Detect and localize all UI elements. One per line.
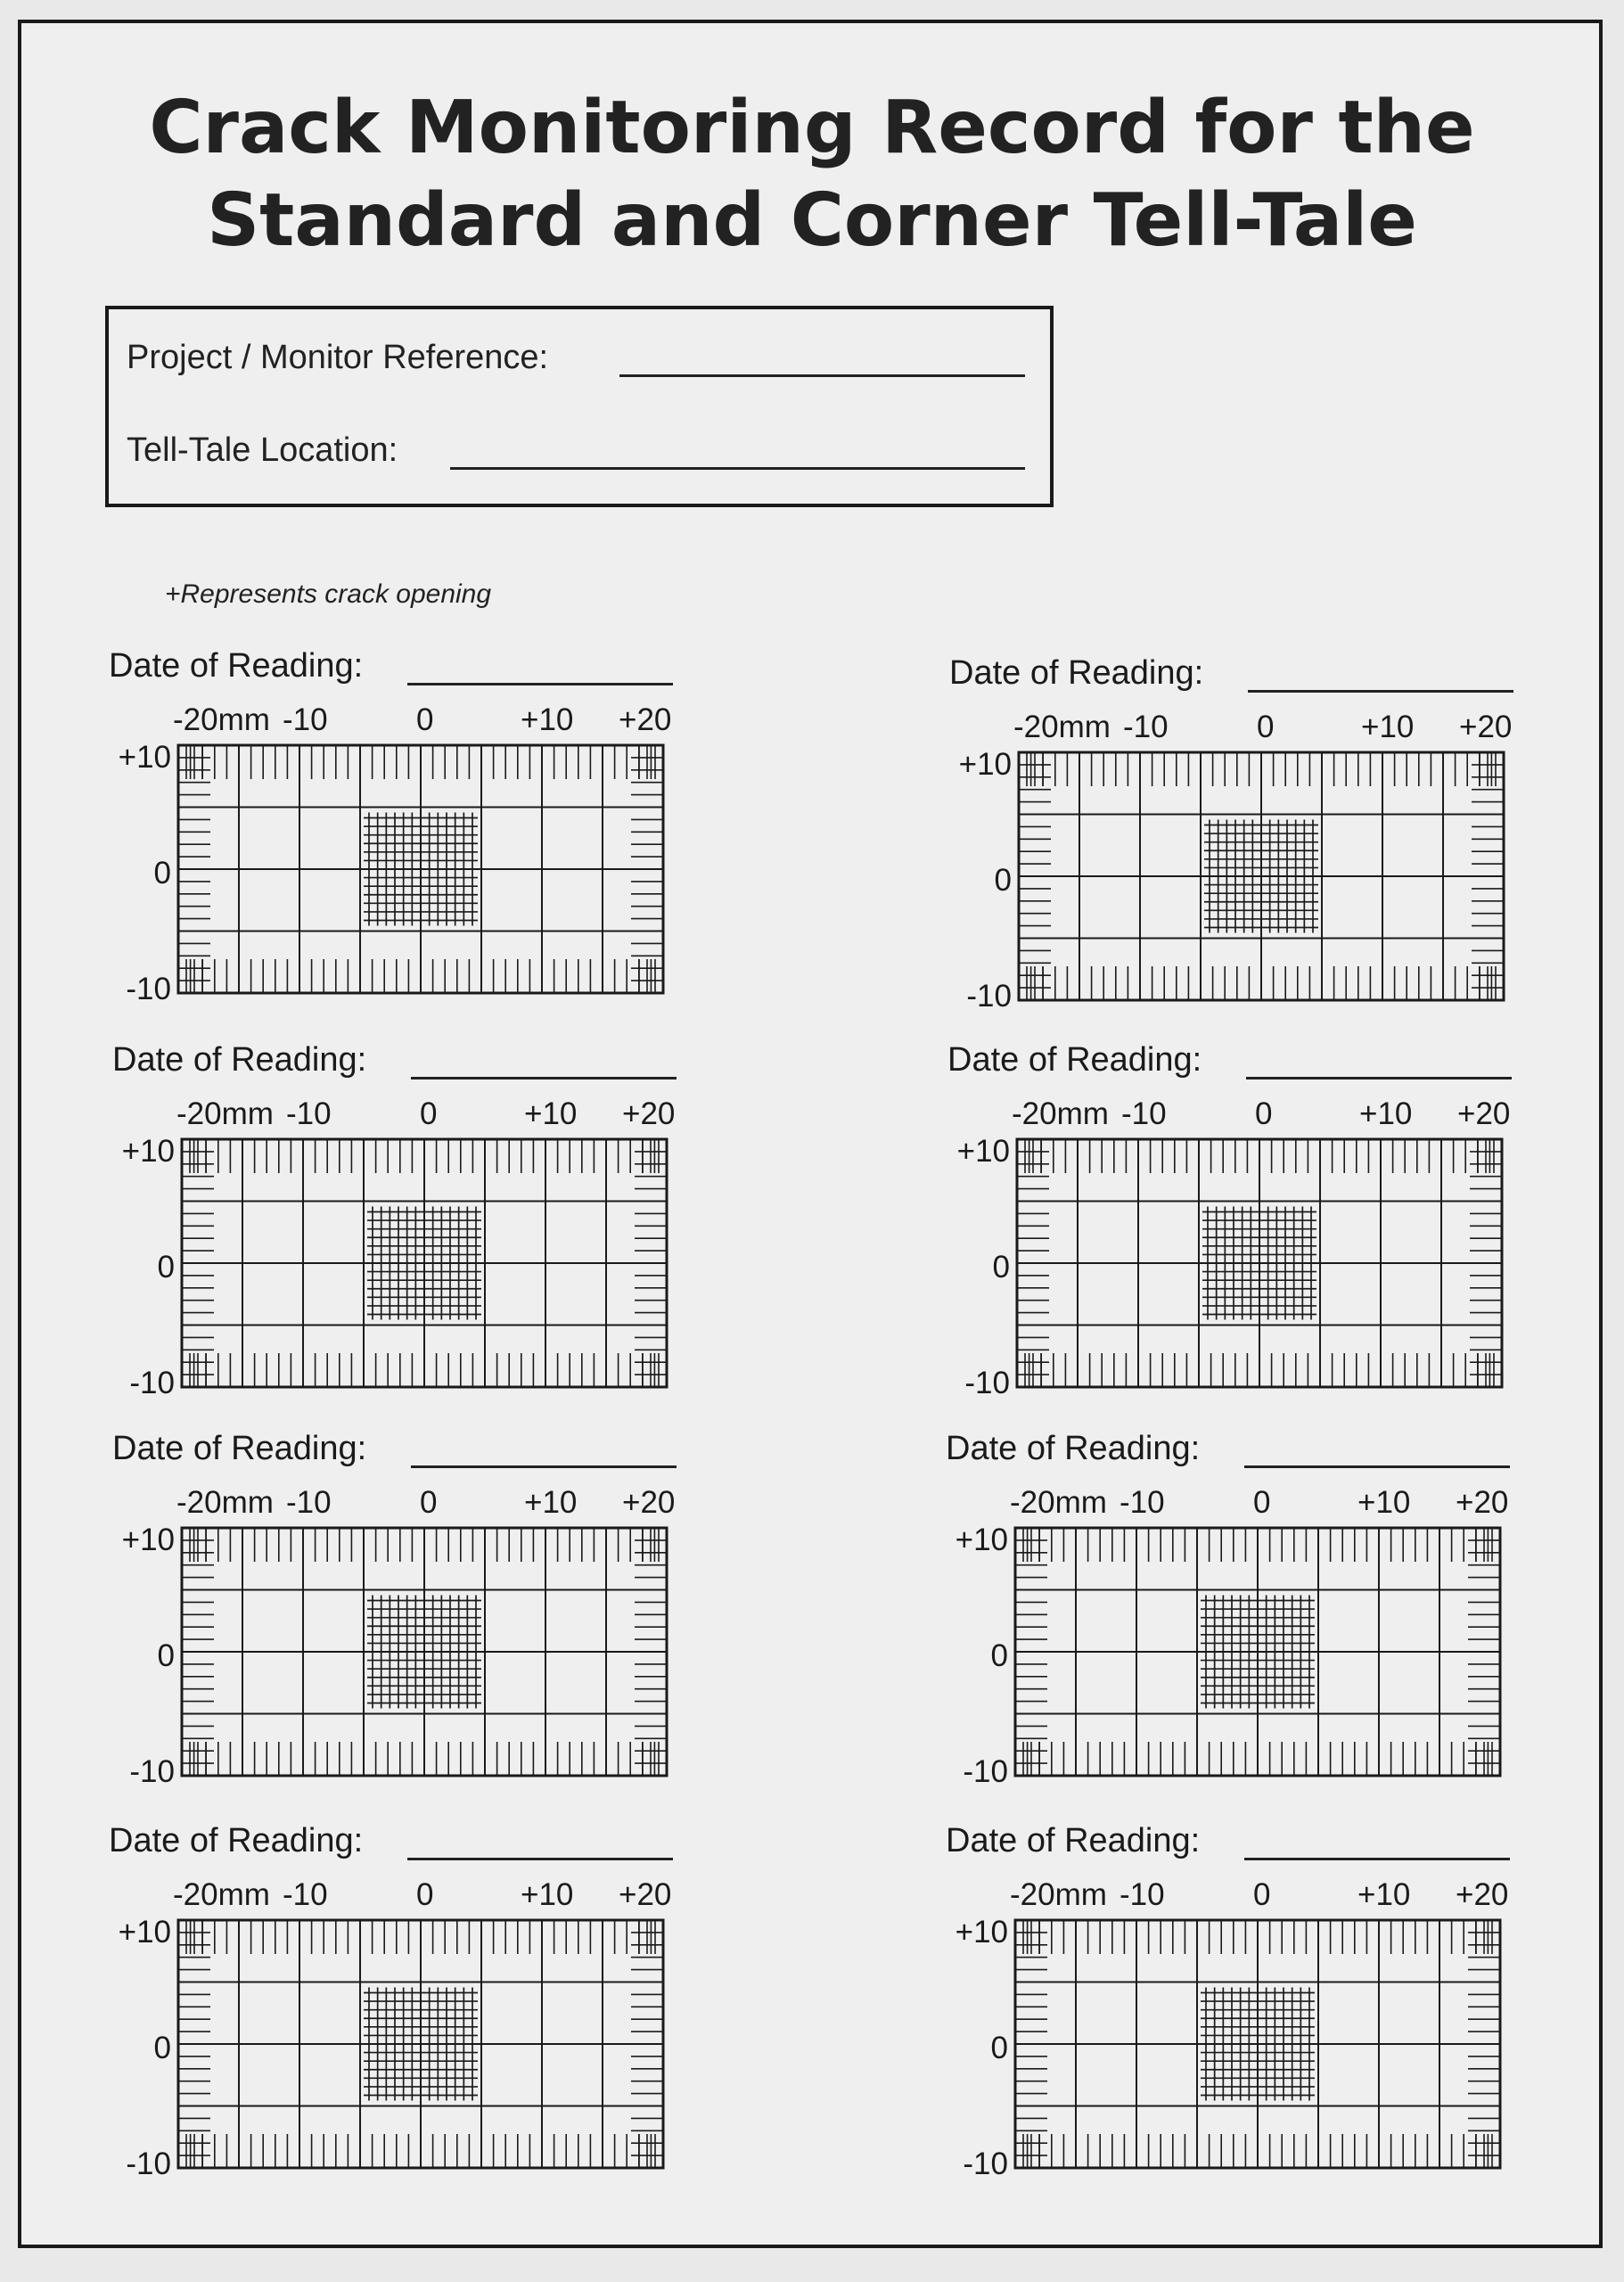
reading-block — [112, 1041, 683, 1416]
x-tick-label: +10 — [1361, 710, 1415, 744]
reading-block — [946, 1430, 1516, 1804]
y-tick-label: 0 — [153, 2031, 171, 2065]
x-tick-label: -10 — [286, 1096, 332, 1131]
x-tick-label: +20 — [622, 1096, 676, 1131]
x-tick-label: +10 — [521, 1877, 574, 1912]
y-tick-label: -10 — [129, 1754, 175, 1789]
x-tick-label: -20mm — [173, 702, 270, 737]
x-tick-label: +20 — [619, 1877, 672, 1912]
date-of-reading-label: Date of Reading: — [946, 1822, 1201, 1859]
tell-tale-location-field[interactable] — [450, 467, 1025, 470]
y-tick-label: -10 — [126, 2147, 171, 2181]
x-tick-label: +10 — [1357, 1485, 1411, 1520]
x-tick-label: -20mm — [173, 1877, 270, 1912]
x-tick-label: -10 — [1120, 1485, 1165, 1520]
date-of-reading-field[interactable] — [407, 1858, 673, 1860]
y-tick-label: +10 — [121, 1523, 175, 1557]
x-tick-label: +20 — [1457, 1096, 1511, 1131]
reading-block — [947, 1041, 1518, 1416]
page-title — [0, 82, 1624, 267]
tell-tale-grid — [1015, 1137, 1504, 1389]
reading-block — [112, 1430, 683, 1804]
x-tick-label: 0 — [1257, 710, 1275, 744]
date-of-reading-field[interactable] — [411, 1077, 677, 1079]
x-tick-label: +10 — [521, 702, 574, 737]
y-tick-label: +10 — [118, 1915, 171, 1950]
x-tick-label: 0 — [416, 702, 434, 737]
x-tick-label: 0 — [1255, 1096, 1273, 1131]
tell-tale-grid — [1017, 751, 1505, 1002]
y-tick-label: -10 — [126, 972, 171, 1006]
x-tick-label: +10 — [1359, 1096, 1413, 1131]
x-tick-label: 0 — [1253, 1877, 1271, 1912]
x-tick-label: -20mm — [1012, 1096, 1109, 1131]
y-tick-label: +10 — [958, 747, 1012, 782]
title-line-2: Standard and Corner Tell-Tale — [207, 178, 1417, 263]
y-tick-label: 0 — [153, 856, 171, 891]
y-tick-label: -10 — [129, 1366, 175, 1400]
y-tick-label: +10 — [121, 1134, 175, 1169]
date-of-reading-field[interactable] — [1248, 690, 1513, 693]
tell-tale-grid — [176, 743, 665, 995]
y-tick-label: +10 — [118, 740, 171, 775]
reading-block — [109, 647, 679, 1022]
tell-tale-grid — [176, 1918, 665, 2170]
y-tick-label: -10 — [966, 979, 1012, 1014]
y-tick-label: +10 — [956, 1134, 1010, 1169]
y-tick-label: -10 — [964, 1366, 1010, 1400]
date-of-reading-label: Date of Reading: — [109, 647, 364, 685]
date-of-reading-label: Date of Reading: — [946, 1430, 1201, 1467]
x-tick-label: -10 — [286, 1485, 332, 1520]
x-tick-label: 0 — [416, 1877, 434, 1912]
x-tick-label: -10 — [283, 1877, 328, 1912]
tell-tale-grid — [180, 1137, 668, 1389]
date-of-reading-label: Date of Reading: — [112, 1430, 367, 1467]
x-tick-label: -20mm — [176, 1096, 274, 1131]
date-of-reading-field[interactable] — [407, 683, 673, 685]
x-tick-label: +20 — [1459, 710, 1513, 744]
y-tick-label: 0 — [992, 1250, 1010, 1285]
project-reference-field[interactable] — [619, 374, 1025, 377]
x-tick-label: +20 — [619, 702, 672, 737]
x-tick-label: -10 — [283, 702, 328, 737]
x-tick-label: -20mm — [1010, 1877, 1107, 1912]
title-line-1: Crack Monitoring Record for the — [149, 86, 1475, 170]
date-of-reading-field[interactable] — [1244, 1858, 1510, 1860]
date-of-reading-field[interactable] — [1246, 1077, 1512, 1079]
y-tick-label: -10 — [963, 2147, 1008, 2181]
x-tick-label: -10 — [1121, 1096, 1167, 1131]
x-tick-label: -10 — [1123, 710, 1169, 744]
x-tick-label: 0 — [420, 1485, 438, 1520]
date-of-reading-label: Date of Reading: — [112, 1041, 367, 1079]
y-tick-label: 0 — [994, 863, 1012, 898]
date-of-reading-label: Date of Reading: — [947, 1041, 1202, 1079]
tell-tale-grid — [1013, 1526, 1502, 1777]
x-tick-label: +10 — [1357, 1877, 1411, 1912]
y-tick-label: 0 — [157, 1250, 175, 1285]
reading-block — [946, 1822, 1516, 2196]
project-reference-label: Project / Monitor Reference: — [127, 339, 549, 376]
x-tick-label: 0 — [1253, 1485, 1271, 1520]
y-tick-label: +10 — [955, 1523, 1008, 1557]
x-tick-label: -20mm — [1010, 1485, 1107, 1520]
y-tick-label: 0 — [990, 2031, 1008, 2065]
tell-tale-location-label: Tell-Tale Location: — [127, 431, 398, 469]
x-tick-label: +20 — [1456, 1485, 1509, 1520]
date-of-reading-label: Date of Reading: — [949, 654, 1204, 692]
x-tick-label: +10 — [524, 1096, 578, 1131]
y-tick-label: -10 — [963, 1754, 1008, 1789]
tell-tale-grid — [1013, 1918, 1502, 2170]
reading-block — [109, 1822, 679, 2196]
x-tick-label: +20 — [622, 1485, 676, 1520]
x-tick-label: -20mm — [176, 1485, 274, 1520]
x-tick-label: 0 — [420, 1096, 438, 1131]
x-tick-label: +10 — [524, 1485, 578, 1520]
tell-tale-grid — [180, 1526, 668, 1777]
crack-opening-note: +Represents crack opening — [165, 579, 492, 609]
x-tick-label: +20 — [1456, 1877, 1509, 1912]
date-of-reading-field[interactable] — [1244, 1465, 1510, 1468]
y-tick-label: 0 — [157, 1638, 175, 1673]
y-tick-label: +10 — [955, 1915, 1008, 1950]
reading-block — [949, 654, 1520, 1029]
x-tick-label: -20mm — [1013, 710, 1111, 744]
date-of-reading-field[interactable] — [411, 1465, 677, 1468]
date-of-reading-label: Date of Reading: — [109, 1822, 364, 1859]
x-tick-label: -10 — [1120, 1877, 1165, 1912]
y-tick-label: 0 — [990, 1638, 1008, 1673]
reference-box — [105, 306, 1054, 507]
